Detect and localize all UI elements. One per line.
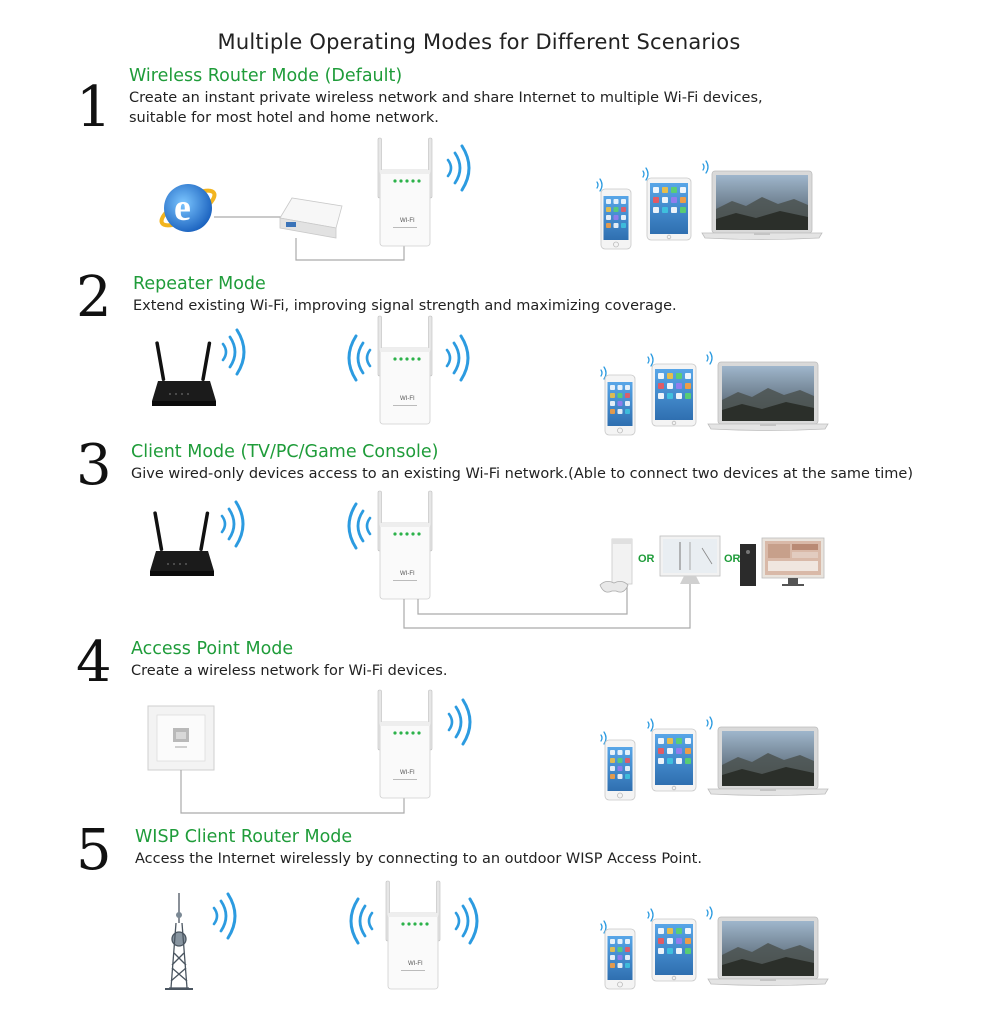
laptop-icon [708, 362, 828, 431]
ethernet-wall-socket-icon [148, 706, 214, 770]
mode-description: Give wired-only devices access to an existing Wi-Fi network.(Able to connect two devices at the same time) [131, 466, 913, 482]
tower-icon [165, 893, 193, 989]
mode-wisp-client-router [0, 818, 1000, 1021]
home-router-icon [152, 341, 216, 406]
smartphone-icon [605, 929, 635, 989]
mode-number: 3 [76, 433, 112, 498]
desktop-pc-icon [740, 538, 824, 586]
wifi-signal-icon [447, 336, 468, 380]
wifi-signal-icon [349, 336, 370, 380]
mode-illustration [0, 643, 1000, 833]
laptop-icon [702, 171, 822, 240]
laptop-icon [708, 727, 828, 796]
wifi-extender-icon [378, 138, 432, 246]
wifi-signal-icon [449, 700, 470, 744]
monitor-icon [660, 536, 720, 584]
smartphone-icon [605, 375, 635, 435]
mode-title: Repeater Mode [133, 274, 266, 294]
mode-description: Create a wireless network for Wi-Fi devices. [131, 663, 448, 679]
wifi-signal-icon [351, 899, 372, 943]
wifi-extender-icon [378, 316, 432, 424]
smartphone-icon [605, 740, 635, 800]
modem-icon [280, 198, 342, 238]
game-console-icon [600, 539, 632, 592]
page-title: Multiple Operating Modes for Different Scenarios [217, 30, 741, 54]
wifi-signal-icon [456, 899, 477, 943]
mode-description: Extend existing Wi-Fi, improving signal strength and maximizing coverage. [133, 298, 677, 314]
internet-explorer-icon [157, 184, 219, 232]
mode-number: 4 [76, 630, 112, 695]
or-label: OR [638, 553, 655, 565]
wifi-signal-icon [214, 894, 235, 938]
wifi-extender-icon [378, 491, 432, 599]
wifi-signal-icon [223, 330, 244, 374]
mode-access-point [0, 630, 1000, 833]
home-router-icon [150, 511, 214, 576]
mode-title: Access Point Mode [131, 639, 294, 659]
mode-illustration [0, 70, 1000, 260]
tablet-icon [647, 178, 691, 240]
svg-text:e: e [174, 187, 191, 229]
mode-illustration [0, 446, 1000, 636]
wifi-extender-icon [378, 690, 432, 798]
mode-number: 2 [76, 265, 112, 330]
mode-description: Access the Internet wirelessly by connecting to an outdoor WISP Access Point. [135, 851, 702, 867]
mode-description: Create an instant private wireless network and share Internet to multiple Wi-Fi devices, suitable for most hotel and home network. [129, 90, 763, 126]
mode-title: Wireless Router Mode (Default) [129, 66, 403, 86]
smartphone-icon [601, 189, 631, 249]
tablet-icon [652, 364, 696, 426]
mode-illustration [0, 831, 1000, 1021]
mode-number: 1 [76, 75, 112, 140]
mode-wireless-router [0, 66, 1000, 260]
wifi-signal-icon [448, 146, 469, 190]
wifi-signal-icon [222, 502, 243, 546]
tablet-icon [652, 919, 696, 981]
mode-illustration [0, 278, 1000, 468]
mode-number: 5 [76, 818, 112, 883]
mode-title: WISP Client Router Mode [135, 827, 353, 847]
mode-client [0, 433, 1000, 636]
wifi-extender-icon [386, 881, 440, 989]
mode-repeater [0, 265, 1000, 468]
or-label: OR [724, 553, 741, 565]
mode-title: Client Mode (TV/PC/Game Console) [131, 442, 439, 462]
tablet-icon [652, 729, 696, 791]
wifi-signal-icon [349, 504, 370, 548]
laptop-icon [708, 917, 828, 986]
